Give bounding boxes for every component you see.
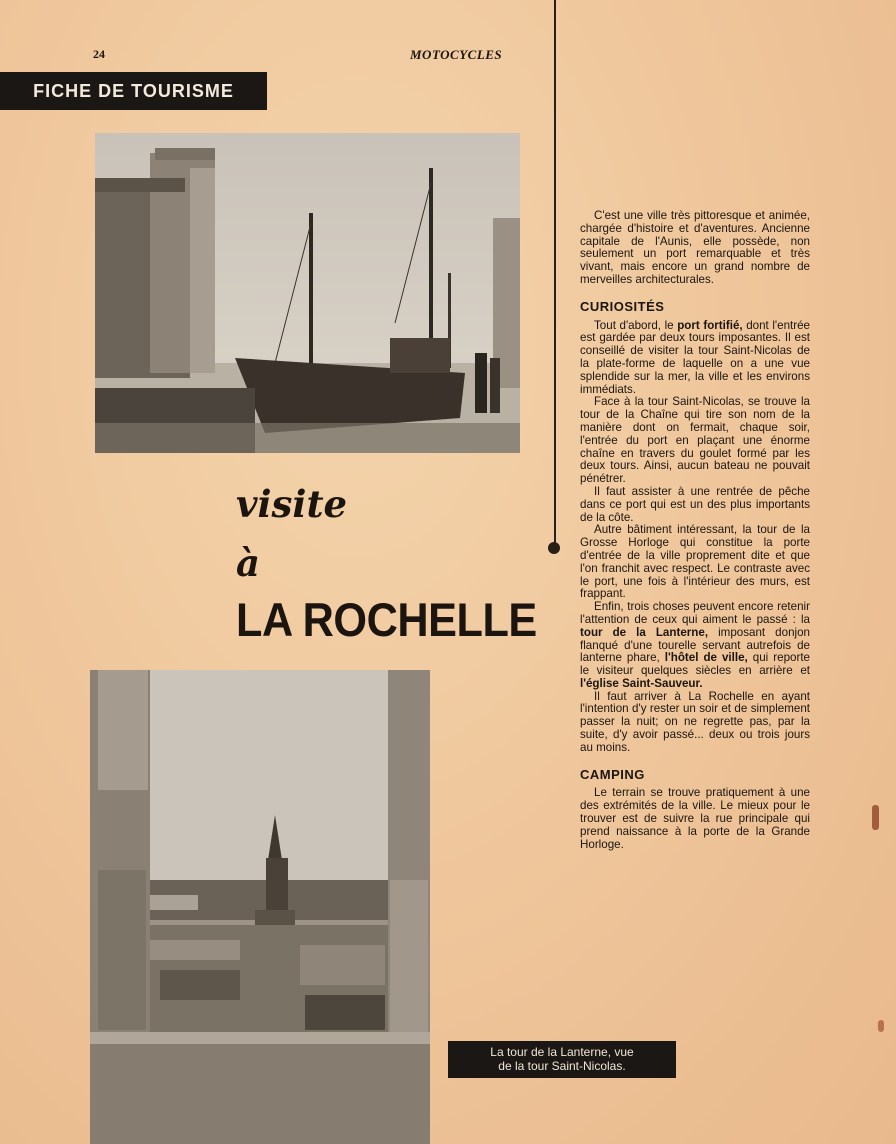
caption-line-2: de la tour Saint-Nicolas. [498,1059,626,1073]
curiosites-heading: CURIOSITÉS [580,298,665,314]
magazine-name: MOTOCYCLES [410,47,503,62]
paragraph-camping: Le terrain se trouve pratiquement à une des extrémités de la ville. Le mieux pour le trouver est de suivre la rue principale qui prend naissance à la porte de la Grande Horloge. [580,786,810,851]
title-line-1: visite [236,482,348,526]
article-column [580,210,810,851]
paper-stain-small [878,1020,884,1032]
paper-stain [872,805,879,830]
title-line-2: à [236,541,260,585]
lanterne-tower-photo [90,670,430,1144]
paragraph-trois-choses: Enfin, trois choses peuvent encore retenir l'attention de ceux qui aiment le passé : la tour de la Lanterne, imposant donjon flanqué d'une tourelle servant autrefois de lanterne phare, l'hôtel de ville, qui reporte le visiteur quelques siècles en arrière et l'église Saint-Sauveur. [580,600,810,690]
camping-heading: CAMPING [580,766,645,782]
page-number: 24 [93,47,105,61]
column-divider [554,0,556,545]
harbour-photo [95,133,520,453]
intro-paragraph: C'est une ville très pittoresque et animée, chargée d'histoire et d'aventures. Ancienne capitale de l'Aunis, elle possède, non seulement un port remarquable et très vivant, mais encore un grand nombre de merveilles architecturales. [580,209,810,286]
photo-caption [448,1041,676,1078]
title-line-3: LA ROCHELLE [236,593,537,646]
paragraph-port: Tout d'abord, le port fortifié, dont l'entrée est gardée par deux tours imposantes. Il est conseillé de visiter la tour Saint-Nicolas de la plate-forme de laquelle on a une vue splendide sur la mer, la ville et les environs immédiats. [580,318,811,396]
divider-dot [548,542,560,554]
caption-line-1: La tour de la Lanterne, vue [490,1045,634,1059]
section-banner: FICHE DE TOURISME [0,72,267,110]
paragraph-arrivee: Il faut arriver à La Rochelle en ayant l'intention d'y rester un soir et de simplement passer la nuit; on ne regrette pas, par la suite, d'y avoir passé... deux ou trois jours au moins. [580,689,810,754]
paragraph-horloge: Autre bâtiment intéressant, la tour de la Grosse Horloge qui constitue la porte d'entrée de la ville proprement dite et que l'on franchit avec respect. Le contraste avec le port, une fois à l'intérieur des murs, est frappant. [580,523,810,601]
paragraph-chaine: Face à la tour Saint-Nicolas, se trouve la tour de la Chaîne qui tire son nom de la manière dont on fermait, chaque soir, l'entrée du port en plaçant une énorme chaîne en travers du goulet formé par les deux tours. Ainsi, aucun bateau ne pouvait pénétrer. [580,395,810,486]
paragraph-peche: Il faut assister à une rentrée de pêche dans ce port qui est un des plus importants de la côte. [580,484,810,524]
